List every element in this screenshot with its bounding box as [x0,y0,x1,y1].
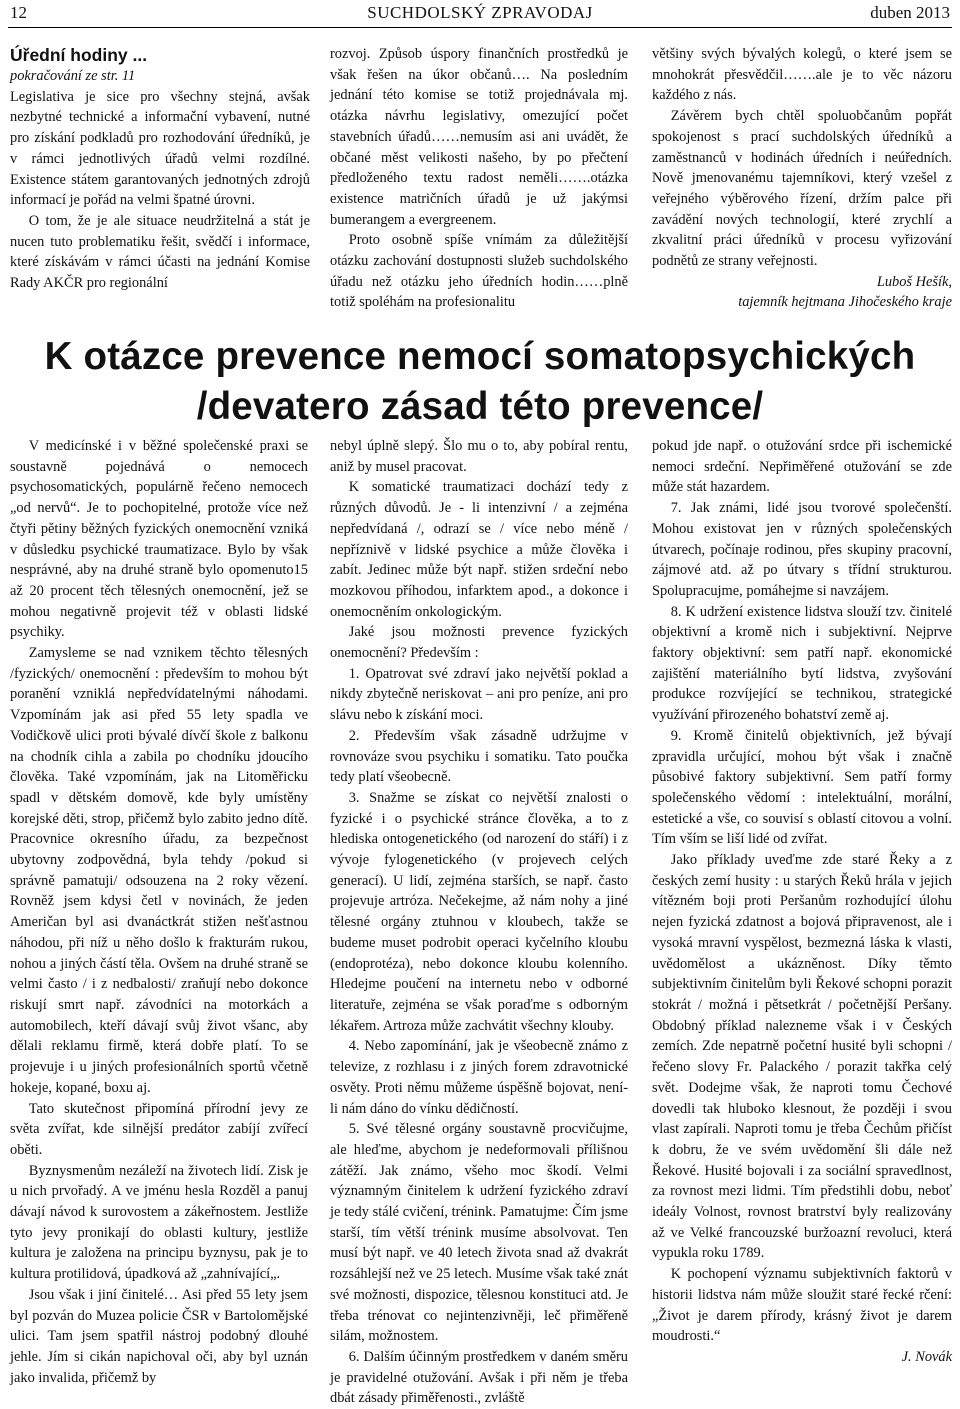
paragraph: Byznysmenům nezáleží na životech lidí. Zisk je u nich prvořadý. A ve jménu hesla Rozděl a panuj dávají návod k surovostem a zákeřnostem. Jestliže tyto jevy pronikají do oblasti kultury, jestliže kultura je založena na principu byznysu, pak je to kultura protilidová, úpadková až „zahnívající„. [10,1162,308,1283]
list-item: 5. Své tělesné orgány soustavně procvičujme, ale hleďme, abychom je nedeformovali přílišnou zátěží. Jak známo, všeho moc škodí. Velmi významným činitelem k udržení fyzického zdraví je tedy stálé cvičení, trénink. Pamatujme: Čím jsme starší, tím větší trénink musíme absolvovat. Ten musí být např. ve 40 letech života snad až dvakrát rozsáhlejší než ve 25 letech. Musíme však také znát své možnosti, dispozice, tělesnou konstituci atd. Je třeba trénovat co nejintenzivněji, leč přiměřeně silám, možnostem. [330,1121,628,1345]
paragraph: Proto osobně spíše vnímám za důležitější otázku zachování dostupnosti služeb suchdolského úřadu než otázku jeho úředních hodin……plně totiž spoléhám na profesionalitu [330,232,628,311]
paragraph: Jsou však i jiní činitelé… Asi před 55 lety jsem byl pozván do Muzea policie ČSR v Bartolomějské ulici. Tam jsem spatřil nástroj podobný dlouhé jehle. Jím si cikán napichoval oči, aby byl uznán jako invalida, přičemž by [10,1286,308,1386]
main-article-column-3 [652,436,952,1376]
issue-date: duben 2013 [870,3,950,22]
paragraph: většiny svých bývalých kolegů, o které jsem se mnohokrát přesvědčil…….ale je to věc názoru každého z nás. [652,46,952,104]
paragraph: nebyl úplně slepý. Šlo mu o to, aby pobíral rentu, aniž by musel pracovat. [330,438,628,475]
headline-line-2: /devatero zásad této prevence/ [196,385,764,428]
paragraph: Zamysleme se nad vznikem těchto tělesných /fyzických/ onemocnění : především to mohou být poranění vzniklá nepředvídatelnými náhodami. Vzpomínám jak asi před 55 lety spadla ve Vodičkově ulici proti bývalé dívčí škole z balkonu na chodník cihla a zabila po chodníku jdoucího člověka. Také vzpomínám, jak na Litoměřicku spadl v dětském domově, kde byly umístěny korejské děti, strop, přičemž bylo zabito jedno dítě. Pracovnice okresního úřadu, za bezpečnost ubytovny zodpovědná, byla tehdy /pokud si správně pamatuji/ odsouzena na 2 roky vězení. Rovněž jsem kdysi četl v novinách, že jeden Američan byl asi dvanáctkrát stižen nešťastnou náhodou, při níž u něho došlo k frakturám rukou, nohou a jiných částí těla. Ovšem na druhé straně se velmi často / i z nedbalosti/ zraňují nebo dokonce riskují smrt např. závodníci na motorkách a automobilech, kteří dávají svůj život všanc, aby dělali reklamu firmě, která dobře platí. To se projevuje i u jiných profesionálních sportů včetně hokeje, kopané, boxu aj. [10,645,308,1096]
paragraph: K somatické traumatizaci dochází tedy z různých důvodů. Je - li intenzivní / a zejména nepředvídaná /, odrazí se / více nebo méně / nepříznivě v lidské psychice a může člověka i zabít. Jedinec může být např. stižen srdeční nebo mozkovou příhodou, infarktem apod., a dokonce i onemocněním onkologickým. [330,479,628,620]
page-header [0,0,960,30]
page-number: 12 [10,3,27,22]
paragraph: Závěrem bych chtěl spoluobčanům popřát spokojenost s prací suchdolských úředníků a zaměstnanců v hodinách úředních i neúředních. Nově jmenovanému tajemníkovi, který vzešel z veřejného výběrového řízení, držím palce při zavádění nových technologií, které zrychlí a zkvalitní práci úředníků v procesu vyřizování podnětů ze strany veřejnosti. [652,108,952,270]
paragraph: Legislativa je sice pro všechny stejná, avšak nezbytné technické a informační vybavení, nutné pro získání podkladů pro rozhodování úředníků, je v rámci jednotlivých úřadů velmi rozdílné. Existence státem garantovaných jednotných zdrojů informací je pořád na velmi špatné úrovni. [10,88,310,209]
top-article-column-1 [10,44,310,324]
paragraph: rozvoj. Způsob úspory finančních prostředků je však řešen na úkor občanů…. Na posledním jednání této komise se totiž projednávala mj. otázka návrhu legislativy, omezující počet stavebních úřadů……nemusím asi ani uvádět, že občané měst velikosti našeho, by po přečtení předloženého textu radost neměli…….otázka existence matričních úřadů je už jakýmsi bumerangem a evergreenem. [330,46,628,228]
list-item: 2. Především však zásadně udržujme v rovnováze svou psychiku i somatiku. Tato poučka tedy platí všeobecně. [330,727,628,786]
headline-line-1: K otázce prevence nemocí somatopsychických [44,335,916,378]
paragraph: V medicínské i v běžné společenské praxi se soustavně pojednává o nemocech psychosomatických, populárně řečeno nemocech „od nervů“. Je to pochopitelné, protože více než čtyři pětiny běžných fyzických onemocnění vzniká v důsledku psychické traumatizace. Bylo by však nesprávné, aby na druhé straně bylo opomenuto15 až 20 procent těch tělesných onemocnění, jež se mohou negativně projevit též v oblasti lidské psychiky. [10,438,308,641]
paragraph: pokud jde např. o otužování srdce při ischemické nemoci srdeční. Nepřiměřené otužování se zde může stát hazardem. [652,438,952,496]
paragraph: Tato skutečnost připomíná přírodní jevy ze světa zvířat, kde silnější predátor zabíjí zvířecí oběti. [10,1100,308,1158]
top-article-heading: Úřední hodiny ... [10,45,148,65]
list-item: 4. Nebo zapomínání, jak je všeobecně známo z televize, z rozhlasu i z jiných forem zdravotnické osvěty. Proti němu můžeme úspěšně bojovat, není-li nám dáno do vínku dědičností. [330,1038,628,1117]
list-item: 8. K udržení existence lidstva slouží tzv. činitelé objektivní a kromě nich i subjektivní. Nejprve faktory objektivní: sem patří např. ekonomické zajištění materiálního bytí lidstva, zvyšování produkce rozvíjející se technikou, strategické využívání přirozeného bohatství země aj. [652,603,952,724]
author-signature: J. Novák [901,1348,952,1365]
main-article-column-2 [330,436,628,1407]
main-article-column-1 [10,436,308,1386]
list-item: 1. Opatrovat své zdraví jako největší poklad a nikdy zbytečně neriskovat – ani pro peníze, ani pro slávu nebo k získání moci. [330,665,628,724]
publication-title: SUCHDOLSKÝ ZPRAVODAJ [367,3,593,22]
list-item: 3. Snažme se získat co největší znalosti o fyzické i o psychické stránce člověka, a to z hlediska ontogenetického (od narození do stáří) i z vývoje fylogenetického (v projevech celých generací). U lidí, zejména starších, se např. často projevuje artróza. Nečekejme, až nám nohy a jiné tělesné orgány ztuhnou v kloubech, takže se budeme muset podrobit operaci kyčelního kloubu (endoprotéza), nebo dokonce kloubu kolenního. Hledejme poučení na internetu nebo v odborné literatuře, zejména se však poraďme s odborným lékařem. Artroza může zachvátit všechny klouby. [330,789,628,1034]
main-headline [0,332,960,432]
list-item: 9. Kromě činitelů objektivních, jež bývají zpravidla určující, mohou být však i značně působivé faktory subjektivní. Sem patří formy společenského vědomí : intelektuální, morální, estetické a vše, co souvisí s oblastí citovou a volní. Tím vším se liší lidé od zvířat. [652,727,952,848]
header-rule [8,27,952,28]
paragraph: K pochopení významu subjektivních faktorů v historii lidstva nám může sloužit staré řecké rčení: „Život je darem přírody, krásný život je darem moudrosti.“ [652,1266,952,1345]
list-item: 7. Jak známi, lidé jsou tvorové společenští. Mohou existovat jen v různých společenských útvarech, počínaje rodinou, přes skupiny pracovní, zájmové atd. až po útvary s třídní strukturou. Spolupracujme, pomáhejme si navzájem. [652,500,952,599]
top-article-column-3 [652,44,952,324]
paragraph: Jaké jsou možnosti prevence fyzických onemocnění? Především : [330,624,628,662]
paragraph: O tom, že je ale situace neudržitelná a stát je nucen tuto problematiku řešit, svědčí i informace, které získávám v rámci účasti na jednání Komise Rady AKČR pro regionální [10,212,310,292]
author-title: tajemník hejtmana Jihočeského kraje [738,294,952,311]
paragraph: Jako příklady uveďme zde staré Řeky a z českých zemí husity : u starých Řeků hrála v jejich vítězném boji proti Peršanům rozhodující úlohu nejen fyzická zdatnost a bojová připravenost, ale i vysoká mravní vyspělost, bezmezná láska k vlasti, uvědomělost a ukázněnost. Díky těmto subjektivním činitelům byli Řekové schopni porazit stokrát / možná i pětsetkrát / početnější Peršany. Obdobný příklad nalezneme však i v Českých zemích. Zde nepatrně početní husité byli schopni /řečeno slovy Fr. Palackého / porazit takřka celý svět. Dodejme však, že naproti tomu Čechové dovedli tak hluboko klesnout, že později i svou vlast zapírali. Naproti tomu je třeba Čechům přičíst k dobru, že ve svém uvědomění šli dále než Řekové. Husité bojovali i za sociální spravedlnost, za rovnost mezi lidmi. Tím předstihli dobu, neboť ideály Volnost, rovnost bratrství byly realizovány až ve Velké francouzské buržoazní revoluci, která vypukla roku 1789. [652,852,952,1262]
author-name: Luboš Hešík, [876,273,952,290]
top-article-column-2 [330,44,628,324]
continued-note: pokračování ze str. 11 [10,68,136,84]
list-item: 6. Dalším účinným prostředkem v daném směru je pravidelné otužování. Avšak i při něm je třeba dbát zásady přiměřenosti., zvláště [330,1348,628,1407]
